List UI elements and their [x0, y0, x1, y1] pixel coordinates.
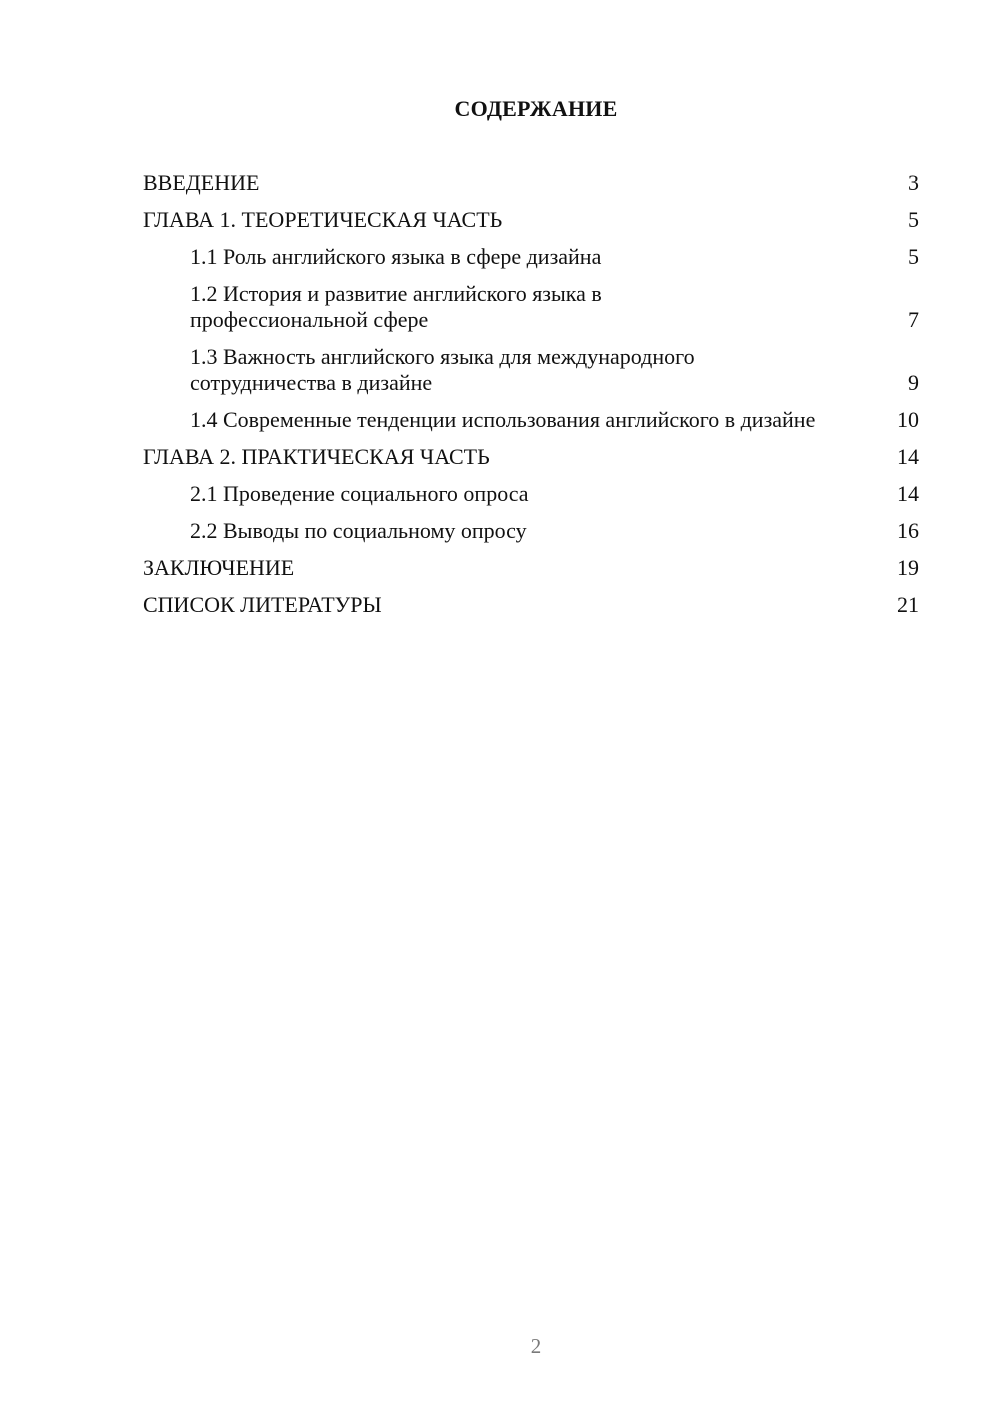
toc-page-number: 5	[908, 207, 919, 232]
toc-entry-introduction	[143, 170, 919, 196]
toc-entry-1-2	[143, 281, 919, 333]
toc-label: 1.4 Современные тенденции использования английского в дизайне	[190, 407, 816, 432]
toc-label: ВВЕДЕНИЕ	[143, 170, 260, 195]
toc-page-number: 9	[908, 370, 919, 395]
toc-page-number: 14	[897, 444, 919, 469]
toc-label: 1.1 Роль английского языка в сфере дизайна	[190, 244, 602, 269]
toc-entry-1-1	[143, 244, 919, 270]
toc-label: ЗАКЛЮЧЕНИЕ	[143, 555, 295, 580]
toc-page-number: 21	[897, 592, 919, 617]
toc-entry-chapter-2	[143, 444, 919, 470]
toc-entry-2-2	[143, 518, 919, 544]
toc-page-number: 16	[897, 518, 919, 543]
toc-page-number: 19	[897, 555, 919, 580]
toc-label: ГЛАВА 2. ПРАКТИЧЕСКАЯ ЧАСТЬ	[143, 444, 490, 469]
page-title: СОДЕРЖАНИЕ	[454, 96, 618, 121]
toc-entry-1-4	[143, 407, 919, 433]
toc-page-number: 7	[908, 307, 919, 332]
toc-entry-chapter-1	[143, 207, 919, 233]
toc-label: 2.1 Проведение социального опроса	[190, 481, 529, 506]
toc-entry-bibliography	[143, 592, 919, 618]
toc-page-number: 3	[908, 170, 919, 195]
toc-label: ГЛАВА 1. ТЕОРЕТИЧЕСКАЯ ЧАСТЬ	[143, 207, 503, 232]
toc-entry-1-3	[143, 344, 919, 396]
toc-page-number: 10	[897, 407, 919, 432]
toc-entry-conclusion	[143, 555, 919, 581]
toc-page-number: 14	[897, 481, 919, 506]
toc-entry-2-1	[143, 481, 919, 507]
table-of-contents	[143, 170, 919, 629]
page-number: 2	[530, 1334, 542, 1358]
toc-label: 1.3 Важность английского языка для международного сотрудничества в дизайне	[190, 344, 695, 395]
toc-label: СПИСОК ЛИТЕРАТУРЫ	[143, 592, 382, 617]
toc-label: 2.2 Выводы по социальному опросу	[190, 518, 527, 543]
toc-page-number: 5	[908, 244, 919, 269]
toc-label: 1.2 История и развитие английского языка в профессиональной сфере	[190, 281, 602, 332]
